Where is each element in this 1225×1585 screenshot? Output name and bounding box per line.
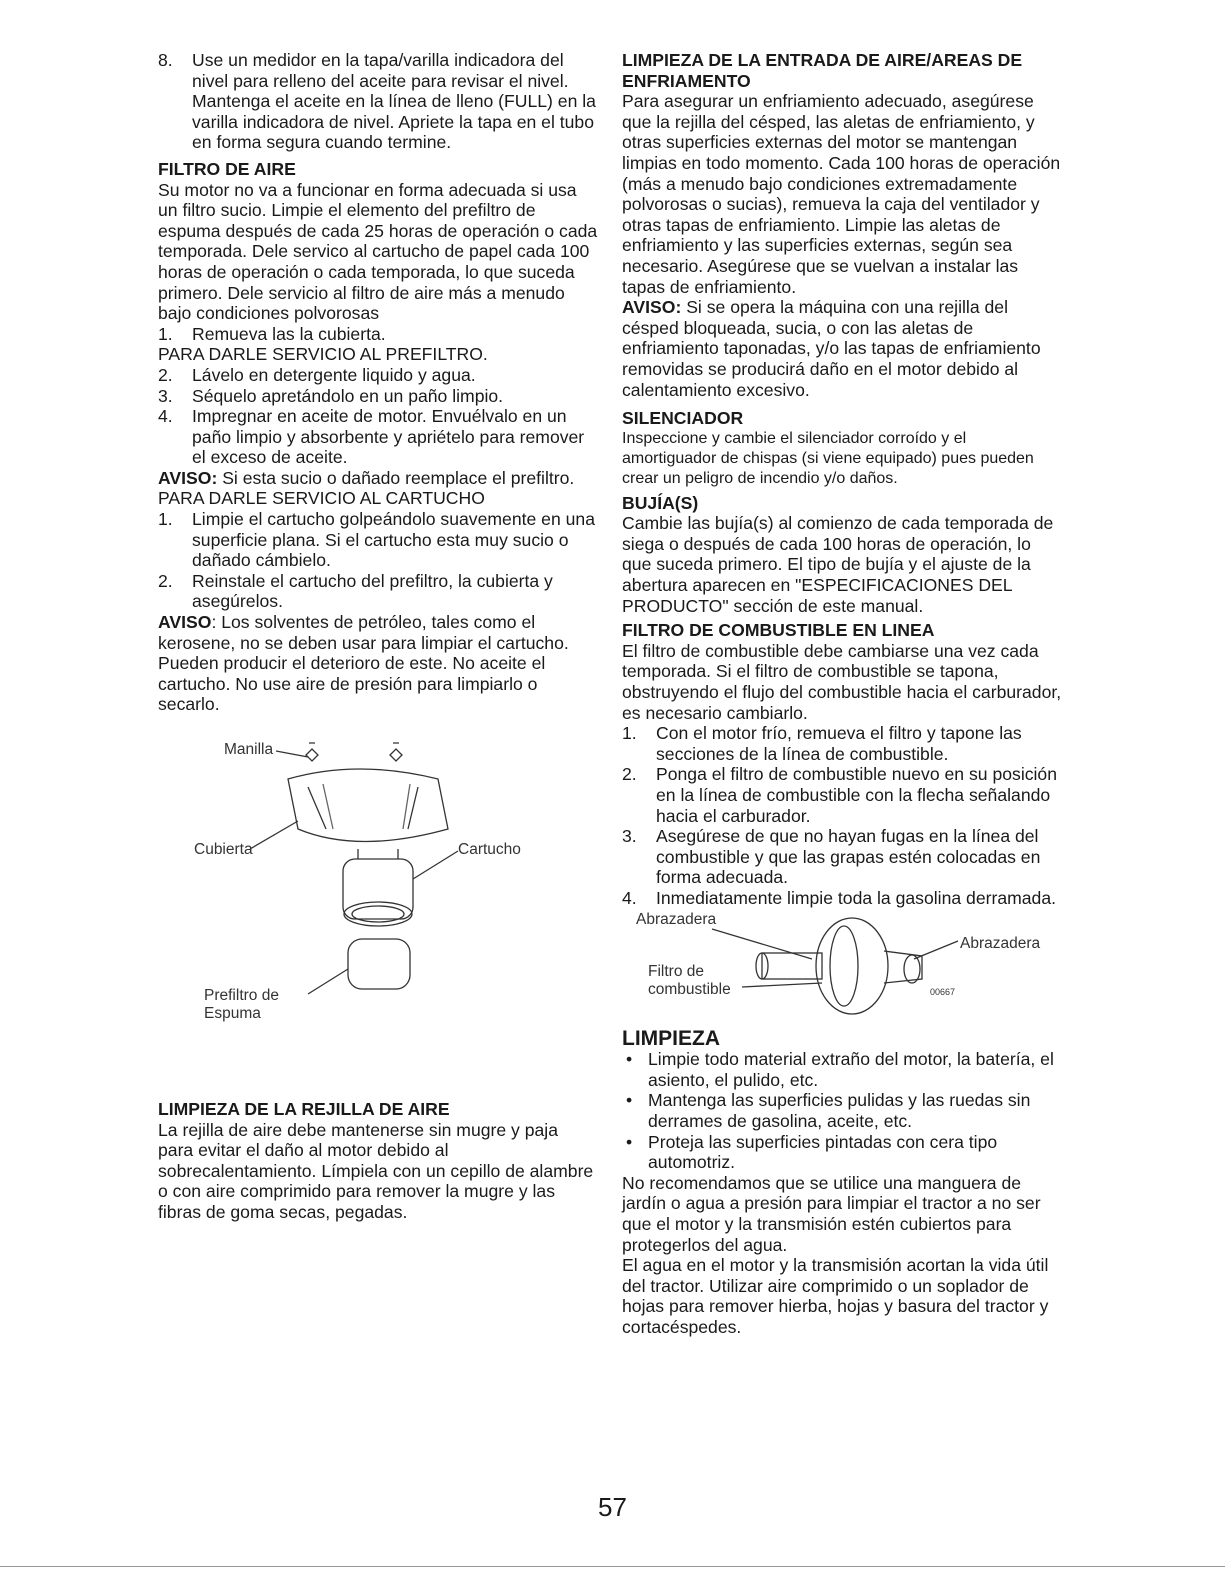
air-intake-paragraph: Para asegurar un enfriamiento adecuado, asegúrese que la rejilla del césped, las aletas de enfriamiento, y otras superficies externas del motor se mantengan limpias en todo momento. Cada 100 horas de operación (más a menudo bajo condiciones extremadamente polvorosas o sucias), remueva la caja del ventilador y otras tapas de enfriamiento. Limpie las aletas de enfriamiento y las superficies externas, según sea necesario. Asegúrese que se vuelvan a instalar las tapas de enfriamiento.: [622, 91, 1061, 297]
item-text: Ponga el filtro de combustible nuevo en su posición en la línea de combustible con la flecha señalando hacia el carburador.: [656, 764, 1057, 826]
prefilter-subheading: PARA DARLE SERVICIO AL PREFILTRO.: [158, 344, 488, 365]
list-item: [158, 571, 598, 612]
fuel-filter-paragraph: El filtro de combustible debe cambiarse una vez cada temporada. Si el filtro de combustible se tapona, obstruyendo el flujo del combustible hacia el carburador, es necesario cambiarlo.: [622, 640, 1062, 723]
item-number: 2.: [622, 764, 637, 785]
notice-paragraph: [158, 612, 598, 715]
bottom-rule: [0, 1566, 1225, 1567]
list-item: [622, 826, 1062, 888]
item-number: 1.: [158, 509, 173, 530]
label-cartridge: Cartucho: [458, 841, 521, 858]
item-text: Séquelo apretándolo en un paño limpio.: [192, 385, 504, 406]
notice-label: AVISO:: [158, 467, 218, 488]
list-item: [158, 509, 598, 571]
notice-text: : Los solventes de petróleo, tales como el kerosene, no se deben usar para limpiar el cartucho. Pueden producir el deterioro de este. No aceite el cartucho. No use aire de presión para limpiarlo o secarlo.: [158, 612, 569, 715]
notice-label: AVISO:: [622, 297, 682, 318]
item-number: 8.: [158, 50, 173, 70]
item-number: 3.: [158, 385, 173, 406]
cleaning-paragraph-1: No recomendamos que se utilice una manguera de jardín o agua a presión para limpiar el tractor a no ser que el motor y la transmisión estén cubiertos para protegerlos del agua.: [622, 1172, 1041, 1255]
left-column: [158, 50, 598, 1223]
section-heading-muffler: SILENCIADOR: [622, 408, 744, 429]
item-text: Limpie todo material extraño del motor, la batería, el asiento, el pulido, etc.: [648, 1049, 1054, 1090]
muffler-paragraph: Inspeccione y cambie el silenciador corroído y el amortiguador de chispas (si viene equipado) pues pueden crear un peligro de incendio y/o daños.: [622, 429, 1034, 487]
list-item: [622, 1049, 1062, 1090]
cartridge-subheading: PARA DARLE SERVICIO AL CARTUCHO: [158, 488, 485, 509]
list-item: [622, 888, 1062, 909]
label-clamp-left: Abrazadera: [636, 910, 717, 928]
list-item: [622, 1132, 1062, 1173]
list-item: [158, 50, 598, 153]
list-item: [622, 764, 1062, 826]
item-number: 1.: [622, 723, 637, 744]
list-item: [622, 1090, 1062, 1131]
item-text: Limpie el cartucho golpeándolo suavemente en una superficie plana. Si el cartucho esta muy sucio o dañado cámbielo.: [192, 509, 595, 571]
notice-paragraph: [158, 468, 598, 489]
page-number: 57: [598, 1492, 627, 1522]
item-number: 3.: [622, 826, 637, 847]
label-foam-prefilter-2: Espuma: [204, 1005, 261, 1022]
item-text: Proteja las superficies pintadas con cera tipo automotriz.: [648, 1131, 998, 1173]
item-text: Remueva las la cubierta.: [192, 323, 386, 344]
bullet: •: [626, 1090, 633, 1111]
section-heading-air-filter: FILTRO DE AIRE: [158, 158, 296, 179]
item-text: Impregnar en aceite de motor. Envuélvalo en un paño limpio y absorbente y apriételo para remover el exceso de aceite.: [192, 406, 585, 468]
item-text: Reinstale el cartucho del prefiltro, la cubierta y asegúrelos.: [192, 570, 553, 612]
air-screen-paragraph: La rejilla de aire debe mantenerse sin mugre y paja para evitar el daño al motor debido al sobrecalentamiento. Límpiela con un cepillo de alambre o con aire comprimido para remover la mugre y las fibras de goma secas, pegadas.: [158, 1119, 594, 1222]
section-heading-air-screen: LIMPIEZA DE LA REJILLA DE AIRE: [158, 1099, 450, 1119]
fuel-filter-diagram: [622, 911, 1062, 1021]
label-fuel-filter-2: combustible: [648, 980, 731, 998]
item-text: Inmediatamente limpie toda la gasolina derramada.: [656, 887, 1057, 908]
list-item: [158, 324, 598, 345]
item-number: 4.: [622, 887, 637, 908]
label-handle: Manilla: [224, 741, 274, 758]
item-text: Use un medidor en la tapa/varilla indicadora del nivel para relleno del aceite para revisar el nivel. Mantenga el aceite en la línea de lleno (FULL) en la varilla indicadora de nivel. Apriete la tapa en el tubo en forma segura cuando termine.: [192, 50, 596, 153]
air-filter-paragraph: Su motor no va a funcionar en forma adecuada si usa un filtro sucio. Limpie el elemento del prefiltro de espuma después de cada 25 horas de operación o cada temporada. Dele servico al cartucho de papel cada 100 horas de operación o cada temporada, lo que suceda primero. Dele servicio al filtro de aire más a menudo bajo condiciones polvorosas: [158, 179, 598, 324]
item-text: Con el motor frío, remueva el filtro y tapone las secciones de la línea de combustible.: [656, 723, 1022, 764]
item-number: 1.: [158, 323, 173, 344]
spark-plugs-paragraph: Cambie las bujía(s) al comienzo de cada temporada de siega o después de cada 100 horas de operación, lo que suceda primero. El tipo de bujía y el ajuste de la abertura aparecen en "ESPECIFICACIONES DEL PRODUCTO" sección de este manual.: [622, 513, 1054, 616]
air-filter-diagram: [158, 729, 598, 1049]
cleaning-paragraph-2: El agua en el motor y la transmisión acortan la vida útil del tractor. Utilizar aire comprimido o un soplador de hojas para remover hierba, hojas y basura del tractor y cortacéspedes.: [622, 1255, 1049, 1337]
section-heading-fuel-filter: FILTRO DE COMBUSTIBLE EN LINEA: [622, 620, 935, 641]
notice-label: AVISO: [158, 612, 212, 633]
item-number: 2.: [158, 364, 173, 385]
right-column: [622, 50, 1062, 1337]
list-item: [158, 406, 598, 468]
label-clamp-right: Abrazadera: [960, 934, 1041, 952]
list-item: [622, 723, 1062, 764]
item-number: 2.: [158, 570, 173, 591]
notice-paragraph: [622, 297, 1062, 400]
figure-code: 00667: [930, 986, 956, 997]
section-heading-spark-plugs: BUJÍA(S): [622, 492, 699, 513]
label-cover: Cubierta: [194, 841, 253, 858]
item-text: Asegúrese de que no hayan fugas en la línea del combustible y que las grapas estén colocadas en forma adecuada.: [656, 826, 1041, 888]
label-fuel-filter-1: Filtro de: [648, 962, 704, 980]
bullet: •: [626, 1131, 633, 1152]
notice-text: Si se opera la máquina con una rejilla del césped bloqueada, sucia, o con las aletas de enfriamiento taponadas, y/o las tapas de enfriamiento removidas se producirá daño en el motor debido al calentamiento excesivo.: [622, 297, 1041, 400]
list-item: [158, 365, 598, 386]
item-number: 4.: [158, 406, 173, 427]
item-text: Lávelo en detergente liquido y agua.: [192, 364, 476, 385]
label-foam-prefilter-1: Prefiltro de: [204, 987, 279, 1004]
section-heading-cleaning: LIMPIEZA: [622, 1026, 720, 1050]
list-item: [158, 386, 598, 407]
item-text: Mantenga las superficies pulidas y las ruedas sin derrames de gasolina, aceite, etc.: [648, 1090, 1031, 1131]
section-heading-air-intake: LIMPIEZA DE LA ENTRADA DE AIRE/AREAS DE ENFRIAMENTO: [622, 50, 1023, 91]
bullet: •: [626, 1049, 633, 1070]
notice-text: Si esta sucio o dañado reemplace el prefiltro.: [217, 467, 575, 488]
